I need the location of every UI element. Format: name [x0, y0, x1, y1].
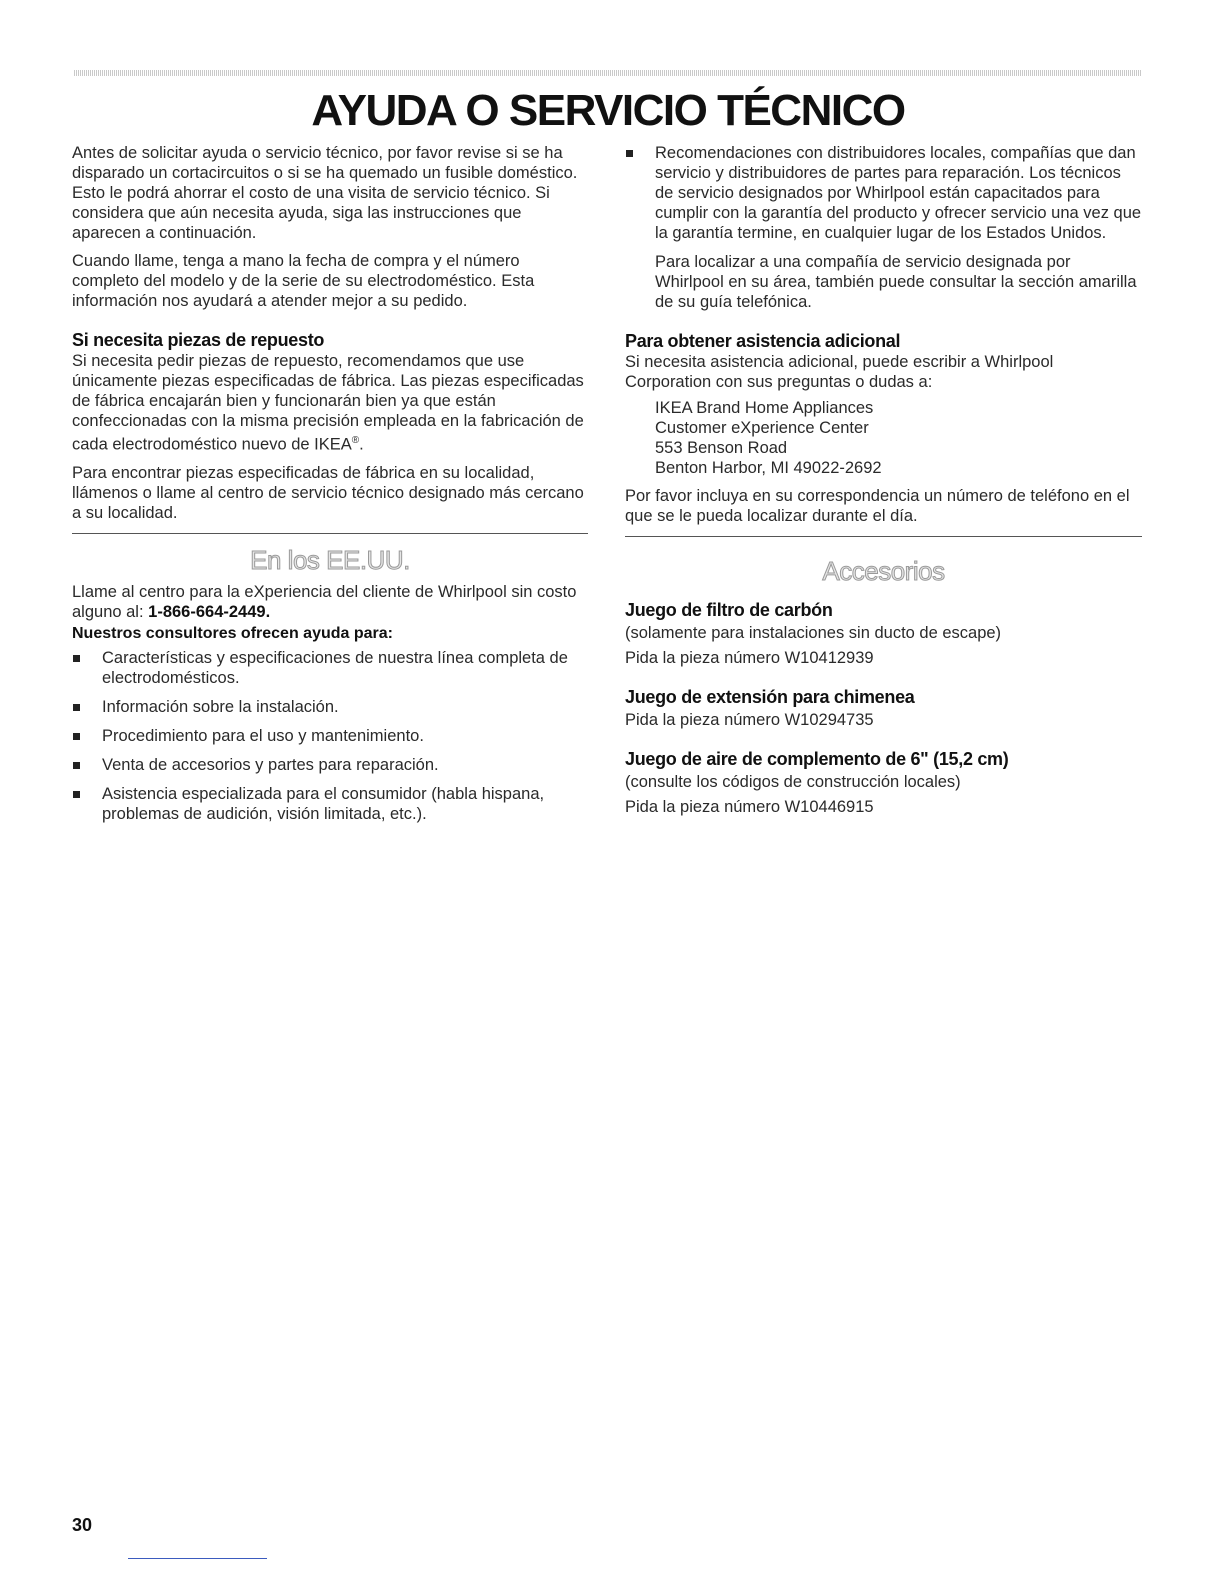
us-call-paragraph: Llame al centro para la eXperiencia del cliente de Whirlpool sin costo alguno al: 1-866-664-2449.	[72, 582, 577, 621]
phone-note-paragraph: Por favor incluya en su correspondencia un número de teléfono en el que se le pueda localizar durante el día.	[625, 487, 1130, 525]
registered-mark: ®	[351, 435, 360, 446]
page-number: 30	[72, 1515, 93, 1535]
accessory-part-number: Pida la pieza número W10294735	[625, 711, 874, 729]
accessory-heading-makeup-air: Juego de aire de complemento de 6" (15,2 cm)	[625, 749, 1009, 769]
consultants-heading: Nuestros consultores ofrecen ayuda para:	[72, 624, 393, 642]
address-line: 553 Benson Road	[655, 439, 788, 457]
us-phone-number: 1-866-664-2449.	[148, 602, 271, 621]
page-title: AYUDA O SERVICIO TÉCNICO	[311, 86, 905, 135]
list-item: Recomendaciones con distribuidores locales, compañías que dan servicio y distribuidores de partes para reparación. Los técnicos de servicio designados por Whirlpool están capacitados para cumplir con la garantía del producto y ofrecer servicio una vez que la garantía termine, en cualquier lugar de los Estados Unidos.	[625, 143, 1142, 243]
footer-rule	[128, 1558, 267, 1559]
accessory-part-number: Pida la pieza número W10412939	[625, 649, 874, 667]
accessory-part-number: Pida la pieza número W10446915	[625, 798, 874, 816]
parts-paragraph-2: Para encontrar piezas especificadas de fábrica en su localidad, llámenos o llame al centro de servicio técnico designado más cercano a su localidad.	[72, 463, 584, 522]
us-section-title: En los EE.UU.	[250, 544, 410, 575]
mailing-address	[625, 398, 1142, 478]
accessory-note: (solamente para instalaciones sin ducto de escape)	[625, 624, 1002, 642]
list-item: Características y especificaciones de nuestra línea completa de electrodomésticos.	[72, 648, 588, 688]
consultants-list	[72, 648, 588, 824]
locate-paragraph: Para localizar a una compañía de servicio designada por Whirlpool en su área, también puede consultar la sección amarilla de su guía telefónica.	[655, 253, 1137, 311]
list-item: Venta de accesorios y partes para reparación.	[72, 755, 588, 775]
intro-paragraph-2: Cuando llame, tenga a mano la fecha de compra y el número completo del modelo y de la serie de su electrodoméstico. Esta información nos ayudará a atender mejor a su pedido.	[72, 252, 535, 310]
list-item: Procedimiento para el uso y mantenimiento.	[72, 726, 588, 746]
accessory-heading-chimney-extension: Juego de extensión para chimenea	[625, 687, 915, 707]
address-line: Customer eXperience Center	[655, 419, 869, 437]
assistance-heading: Para obtener asistencia adicional	[625, 331, 901, 351]
section-divider	[625, 536, 1142, 537]
list-item: Asistencia especializada para el consumidor (habla hispana, problemas de audición, visión limitada, etc.).	[72, 784, 588, 824]
address-line: IKEA Brand Home Appliances	[655, 399, 874, 417]
parts-heading: Si necesita piezas de repuesto	[72, 330, 325, 350]
assistance-paragraph: Si necesita asistencia adicional, puede escribir a Whirlpool Corporation con sus preguntas o dudas a:	[625, 353, 1054, 391]
section-divider	[72, 533, 588, 534]
top-decorative-bar	[74, 70, 1142, 76]
accessory-note: (consulte los códigos de construcción locales)	[625, 773, 961, 791]
address-line: Benton Harbor, MI 49022-2692	[655, 459, 882, 477]
left-column	[72, 143, 588, 833]
intro-paragraph-1: Antes de solicitar ayuda o servicio técnico, por favor revise si se ha disparado un cortacircuitos o si se ha quemado un fusible doméstico. Esto le podrá ahorrar el costo de una visita de servicio técnico. Si considera que aún necesita ayuda, siga las instrucciones que aparecen a continuación.	[72, 144, 578, 242]
recommendations-list	[625, 143, 1142, 243]
list-item: Información sobre la instalación.	[72, 697, 588, 717]
accessory-heading-carbon-filter: Juego de filtro de carbón	[625, 600, 833, 620]
right-column	[625, 143, 1142, 825]
parts-paragraph-1: Si necesita pedir piezas de repuesto, recomendamos que use únicamente piezas especificadas de fábrica. Las piezas especificadas de fábrica encajarán bien y funcionarán bien ya que están confeccionadas con la misma precisión empleada en la fabricación de cada electrodoméstico nuevo de IKEA®.	[72, 352, 584, 454]
accessories-section-title: Accesorios	[822, 556, 945, 586]
